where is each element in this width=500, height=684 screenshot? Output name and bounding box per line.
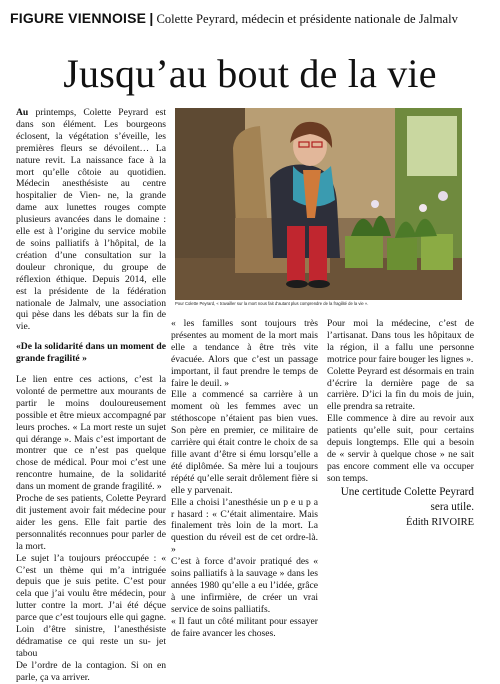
rubric-separator: | bbox=[149, 10, 154, 26]
paragraph: Elle a commencé sa carrière à un moment où les femmes avec un stéthoscope n’étaient pas bien vues. Son père en premier, ce militaire de carrière qui était contre le choix de sa fille avant d’être si ému lorsqu’elle a été diplômée. Sa mère lui a toujours répété qu’elle serait drôlement fière si elle y parvenait. bbox=[171, 389, 318, 496]
photo-caption: Pour Colette Peyrard, « travailler sur la mort nous fait d’autant plus comprendre de la fragilité de la vie ». bbox=[175, 301, 369, 306]
paragraph: Le sujet l’a toujours préoccupée : « C’est un thème qui m’a intriguée depuis que je suis petite. C’est pour cela que j’ai voulu être médecin, pour lutter contre la mort. J’ai été déçue parce que c’est toujours elle qui gagne. Loin d’être sinistre, l’anesthésiste dédramatise ce qui reste un su- jet tabou bbox=[16, 552, 166, 659]
rubric-label: FIGURE VIENNOISE bbox=[10, 10, 147, 26]
paragraph: De l’ordre de la contagion. Si on en parle, ça va arriver. bbox=[16, 659, 166, 683]
paragraph: « Il faut un côté militant pour essayer de faire avancer les choses. bbox=[171, 615, 318, 639]
author-signature: Édith RIVOIRE bbox=[406, 516, 474, 528]
paragraph: Elle commence à dire au revoir aux patients qu’elle suit, pour certains depuis longtemps. Elle qui a besoin de « servir à quelque chose » ne sait pas encore comment elle va occuper son temps. bbox=[327, 413, 474, 484]
paragraph: « les familles sont toujours très présentes au moment de la mort mais elle a tendance à être très vite évacuée. Alors que c’est un passage important, il faut prendre le temps de faire le deuil. » bbox=[171, 318, 318, 389]
intro-dropcap: Au bbox=[16, 107, 29, 118]
paragraph: Colette Peyrard est désormais en train d’écrire la dernière page de sa carrière. D’ici la fin du mois de juin, elle prendra sa retraite. bbox=[327, 365, 474, 413]
article-column-3 bbox=[327, 318, 474, 530]
paragraph: Proche de ses patients, Colette Peyrard dit justement avoir fait médecine pour aider les gens. Elle fait partie des personnalités reconnues pour parler de la mort. bbox=[16, 493, 166, 552]
paragraph: Elle a choisi l’anesthésie un p e u p a r hasard : « C’était alimentaire. Mais finalement très loin de la mort. La question du réveil est de cet ordre-là. » bbox=[171, 496, 318, 556]
intro-text: printemps, Colette Peyrard est dans son élément. Les bourgeons éclosent, la végétation s’éveille, les premières fleurs se dévoilent… La nature revit. La naissance face à la mort qu’elle côtoie au quotidien. Médecin anesthésiste au centre hospitalier de Vien- ne, la grande dame aux lunettes rouges compte plusieurs avancées dans le domaine : elle est à l’origine du service mobile de soins palliatifs à l’hôpital, de la création d’une consultation sur la douleur chronique, du groupe de réflexion éthique. Depuis 2014, elle est la présidente de la fédération nationale de Jalmalv, une association qui pèse dans les débats sur la fin de vie. bbox=[16, 107, 166, 333]
article-column-1 bbox=[16, 107, 166, 684]
closing-line: Une certitude Colette Peyrard sera utile. bbox=[340, 485, 474, 513]
article-headline: Jusqu’au bout de la vie bbox=[63, 51, 437, 96]
portrait-photo bbox=[175, 108, 462, 300]
paragraph: Le lien entre ces actions, c’est la volonté de permettre aux mourants de partir le moins douloureusement possible et être mieux accompagné par leurs proches. « La mort reste un sujet qui dérange ». Mais c’est important de montrer que ce n’est pas quelque chose de médical. Pour moi c’est une rencontre humaine, de la solidarité dans un moment de grande fragilité. » bbox=[16, 374, 166, 493]
rubric-header bbox=[10, 10, 490, 27]
rubric-text: Colette Peyrard, médecin et présidente nationale de Jalmalv bbox=[156, 12, 458, 26]
paragraph: C’est à force d’avoir pratiqué des « soins palliatifs à la sauvage » dans les années 1980 qu’elle a eu l’idée, grâce à une infirmière, de créer un vrai service de soins palliatifs. bbox=[171, 556, 318, 615]
article-column-2 bbox=[171, 318, 318, 639]
article-subhead: «De la solidarité dans un moment de grande fragilité » bbox=[16, 341, 166, 365]
paragraph: Pour moi la médecine, c’est de l’artisanat. Dans tous les hôpitaux de la région, il a fallu une personne motrice pour faire bouger les lignes ». bbox=[327, 318, 474, 365]
intro-paragraph bbox=[16, 107, 166, 333]
article-photo bbox=[175, 108, 462, 300]
